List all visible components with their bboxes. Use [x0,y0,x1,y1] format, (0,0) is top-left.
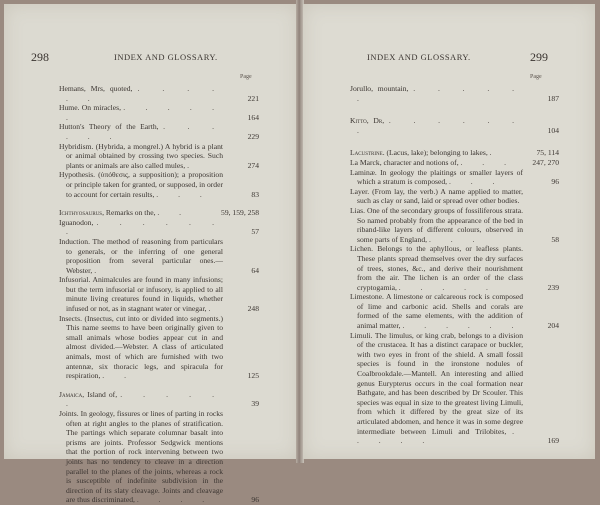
index-entry: Laminæ. In geology the plaitings or smaller layers of which a stratum is composed, . . . 96 [350,167,559,187]
index-entry: Insects. (Insectus, cut into or divided into segments.) This name seems to have been originally given to small animals whose bodies appear cut in and almost divided.—Webster. A class of articulated animals, most of which are furnished with two antennæ, six thoracic legs, and spiracula for respiration, . . 125 [59,313,259,381]
page-number: 298 [31,50,49,64]
page-ref: 274 [247,160,259,170]
page-ref: 64 [251,265,259,275]
index-entry: Layer. (From lay, the verb.) A name applied to matter, such as clay or sand, laid or spread over other bodies. [350,186,524,206]
page-column-label: Page [240,74,252,80]
page-ref: 59, 159, 258 [221,208,259,218]
index-entry: Lichen. Belongs to the aphyllous, or leafless plants. These plants spread themselves over the dry surfaces of trees, stones, &c., and derive their nourishment from the air. The lichen is an order of the class cryptogamia, . . . . . 239 [350,244,559,292]
page-ref: 125 [247,371,259,381]
index-entry: Hemans, Mrs, quoted, . . . . . . 221 [59,84,259,103]
index-entry: Joints. In geology, fissures or lines of parting in rocks often at right angles to the planes of stratification. The partings which separate columnar basalt into prisms are joints. Professor Sedgwick mentions that the portion of rock intervening between two joints has no tendency to cleave in a direction parallel to the planes of the joints, whereas a rock is susceptible of indefinite subdivision in the direction of its slaty cleavage. Joints and cleavage are thus discriminated, . . . . 96 [59,409,259,505]
page-ref: 39 [251,399,259,409]
page-ref: 247, 270 [532,157,559,167]
running-head: INDEX AND GLOSSARY. [114,52,218,62]
page-ref: 104 [547,125,559,135]
index-entry: Limestone. A limestone or calcareous rock is composed of lime and carbonic acid. Shells and corals are formed of the same elements, with the addition of animal matter, . . . . . . 204 [350,292,559,331]
index-entry: Iguanodon, . . . . . . . 57 [59,217,259,237]
page-ref: 96 [551,177,559,187]
page-ref: 58 [551,234,559,244]
page-ref: 75, 114 [536,148,559,158]
index-entry: Lacustrine. (Lacus, lake); belonging to lakes, . 75, 114 [350,148,559,158]
page-ref: 96 [251,495,259,505]
page-ref: 57 [251,227,259,237]
page-ref: 239 [547,282,559,292]
page-ref: 229 [247,131,259,141]
left-page [4,4,298,505]
running-head: INDEX AND GLOSSARY. [367,52,471,62]
page-ref: 248 [247,304,259,314]
page-ref: 83 [251,189,259,199]
index-entry: Lias. One of the secondary groups of fossiliferous strata. So named probably from the appearance of the bed in riband-like layers of different colours, observed in some parts of England, . . . 58 [350,205,559,244]
page-number: 299 [530,50,548,64]
index-entry: Hutton's Theory of the Earth, . . . . . . 229 [59,122,259,141]
index-entry: Hume. On miracles, . . . . . . 164 [59,103,259,122]
index-entry: Hypothesis. (ὑπόθεσις, a supposition); a proposition or principle taken for granted, or supposed, in order to account for certain results, . . . 83 [59,170,259,199]
index-entry: Induction. The method of reasoning from particulars to generals, or the inferring of one general proposition from several particular ones.—Webster, . 64 [59,236,259,275]
page-ref: 187 [547,93,559,103]
index-entry: Jamaica, Island of, . . . . . . 39 [59,389,259,409]
page-ref: 204 [547,321,559,331]
page-column-label: Page [530,74,542,80]
index-entry: Jorullo, mountain, . . . . . . 187 [350,84,559,103]
index-entry: Kitto, Dr, . . . . . . . 104 [350,116,559,135]
index-entry: Hybridism. (Hybrida, a mongrel.) A hybrid is a plant or animal obtained by crossing two species. Such plants or animals are also called mules, . 274 [59,141,259,170]
page-ref: 221 [247,93,259,103]
index-entries [59,84,259,505]
index-entries [350,84,559,446]
page-ref: 164 [247,112,259,122]
right-page [303,4,595,459]
page-ref: 169 [547,436,559,446]
index-entry: Infusorial. Animalcules are found in many infusions; but the term infusorial or infusory, is applied to all minute living creatures found in liquids, whether infused or not, as in stagnant water or vinegar, . 248 [59,275,259,314]
index-entry: La Marck, character and notions of, . . . 247, 270 [350,157,559,167]
index-entry: Ichthyosaurus, Remarks on the, . . 59, 159, 258 [59,208,259,218]
index-entry: Limuli. The limulus, or king crab, belongs to a division of the crustacea. It has a distinct carapace or buckler, with two eyes in front of the shield. A small fossil species is found in the ironstone nodules of Coalbrookdale.—Mantell. An interesting and allied genus Eurypterus occurs in the coal formation near Bathgate, and has been described by Dr Scouler. This species was equal in size to the greatest living Limuli, from which it differed by the great size of its articulated abdomen, and hence it was in some degree intermediate between Limuli and Trilobites, . . . . . 169 [350,330,559,446]
